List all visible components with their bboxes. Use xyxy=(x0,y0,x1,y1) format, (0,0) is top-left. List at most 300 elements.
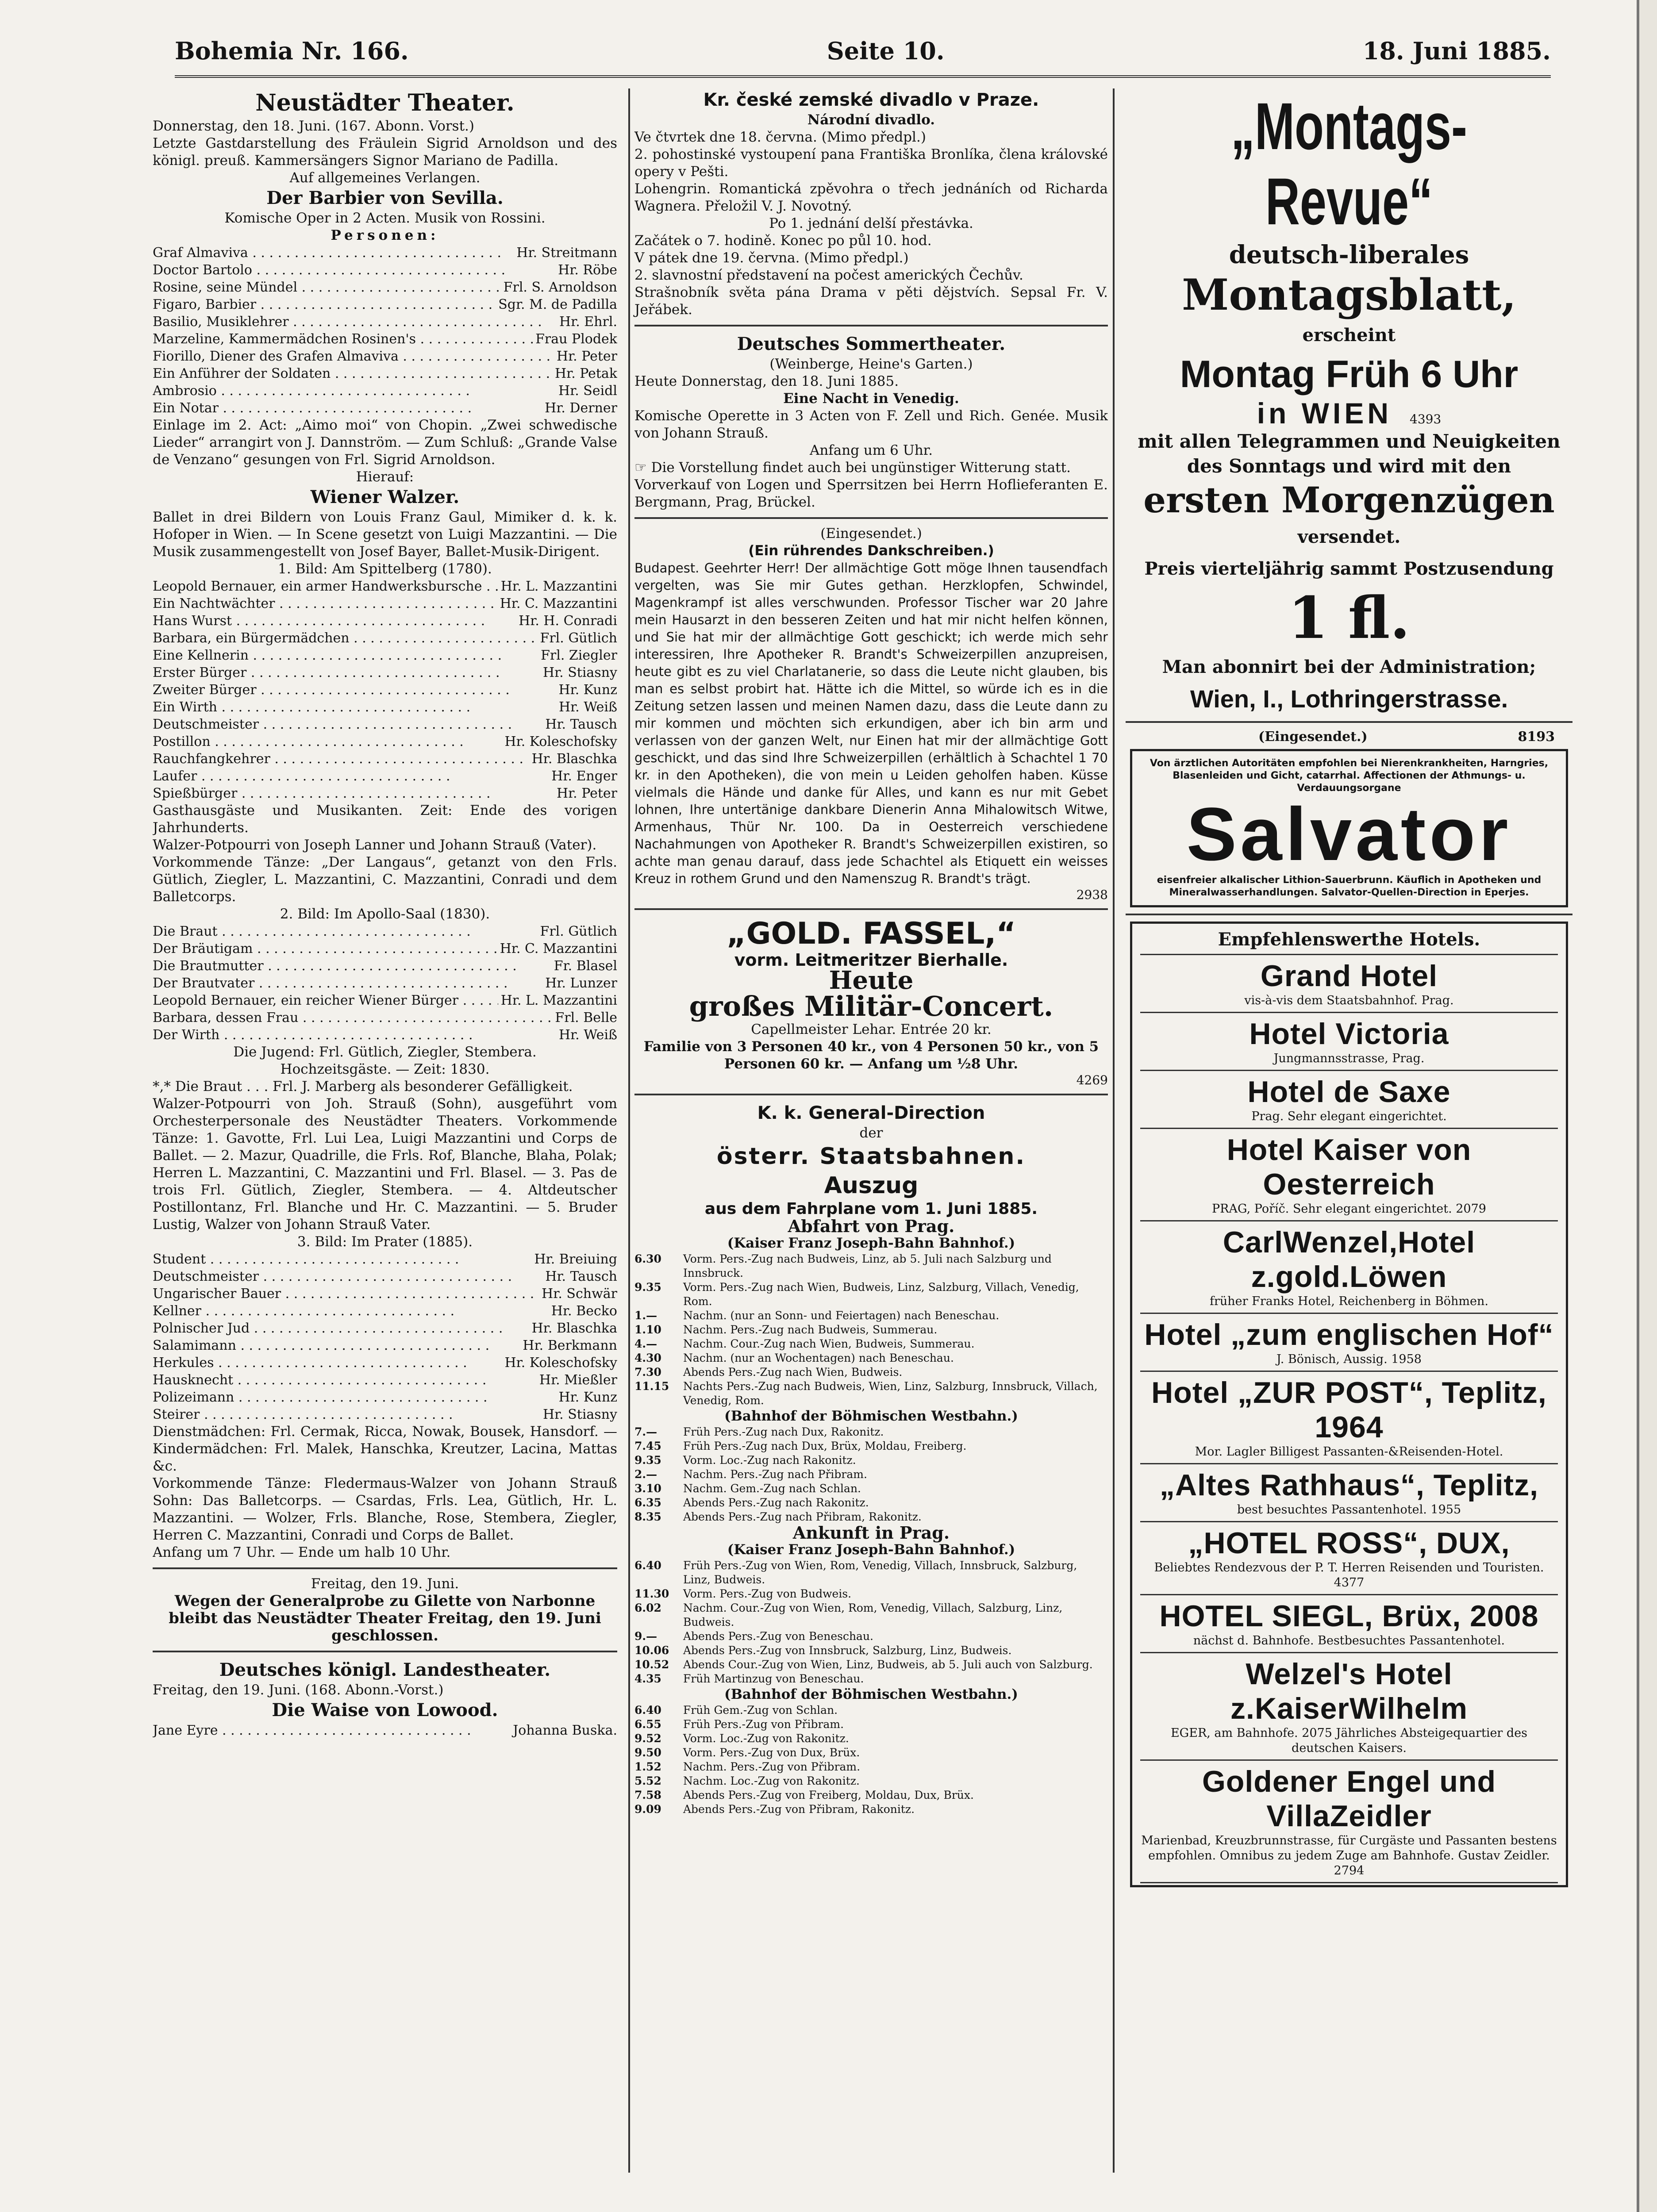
train-time: 8.35 xyxy=(634,1510,661,1523)
rail-head1: K. k. General-Direction xyxy=(757,1103,985,1123)
intro-line: Letzte Gastdarstellung des Fräulein Sigrid Arnoldson und des königl. preuß. Kammersängers Signor Mariano de Padilla. xyxy=(153,135,617,169)
fassel-title: „GOLD. FASSEL,“ xyxy=(726,916,1016,951)
timetable-row xyxy=(634,1467,1108,1482)
cast-role: Marzeline, Kammermädchen Rosinen's . . . xyxy=(153,330,533,348)
mr-price: 1 fl. xyxy=(1288,584,1410,652)
mr-line: des Sonntags und wird mit den xyxy=(1187,455,1511,477)
cast-row xyxy=(153,399,617,417)
salv-bottom: eisenfreier alkalischer Lithion-Sauerbrunn. Käuflich in Apotheken und Mineralwasserhandlungen. Salvator-Quellen-Direction in Eperjes. xyxy=(1157,875,1542,898)
opera-sub: Komische Oper in 2 Acten. Musik von Rossini. xyxy=(224,210,546,226)
cast-row xyxy=(153,733,617,750)
train-time: 1.10 xyxy=(634,1323,661,1336)
hotel-sub: Jungmannsstrasse, Prag. xyxy=(1273,1052,1425,1065)
cast-row xyxy=(153,382,617,399)
divider xyxy=(153,1651,617,1652)
sommer-line: Heute Donnerstag, den 18. Juni 1885. xyxy=(634,373,899,389)
cast-actor: Hr. C. Mazzantini xyxy=(500,596,617,611)
train-time: 3.10 xyxy=(634,1482,661,1495)
train-desc: Abends Pers.-Zug nach Wien, Budweis. xyxy=(683,1366,903,1379)
train-desc: Früh Pers.-Zug von Přibram. xyxy=(683,1718,844,1731)
bild3-note: Dienstmädchen: Frl. Cermak, Ricca, Nowak, Bousek, Hansdorf. — Kindermädchen: Frl. Malek, Hanschka, Kreutzer, Lacina, Mattas &c. xyxy=(153,1424,617,1474)
cast-role: Polizeimann . . . xyxy=(153,1389,556,1406)
einlage: Einlage im 2. Act: „Aimo moi“ von Chopin. „Zwei schwedische Lieder“ arrangirt von J. Dannström. — Zum Schluß: „Grande Valse de Venzano“ gesungen von Frl. Sigrid Arnoldson. xyxy=(153,417,617,468)
cast-actor: Hr. L. Mazzantini xyxy=(500,579,617,594)
timetable-row xyxy=(634,1365,1108,1379)
hotel-sub: J. Bönisch, Aussig. 1958 xyxy=(1276,1352,1422,1366)
divider xyxy=(634,908,1108,910)
cast-actor: Hr. Becko xyxy=(551,1303,617,1319)
timetable-row xyxy=(634,1337,1108,1351)
cast-role: Spießbürger . . . xyxy=(153,785,554,802)
train-desc: Früh Pers.-Zug von Wien, Rom, Venedig, Villach, Innsbruck, Salzburg, Linz, Budweis. xyxy=(683,1559,1077,1586)
timetable-row xyxy=(634,1717,1108,1732)
fassel-concert: großes Militär-Concert. xyxy=(689,990,1053,1022)
train-time: 6.02 xyxy=(634,1601,661,1614)
cast-actor: Hr. C. Mazzantini xyxy=(500,941,617,956)
train-time: 9.35 xyxy=(634,1454,661,1467)
bild2-braut: *,* Die Braut . . . Frl. J. Marberg als besonderer Gefälligkeit. xyxy=(153,1079,573,1094)
hotel-listing xyxy=(1140,1129,1558,1221)
landes-play: Die Waise von Lowood. xyxy=(272,1700,498,1720)
cast-role: Laufer . . . xyxy=(153,768,549,785)
mr-line: deutsch-liberales xyxy=(1229,240,1469,269)
train-desc: Nachm. Pers.-Zug nach Budweis, Summerau. xyxy=(683,1323,938,1336)
timetable-departures-fjb xyxy=(634,1252,1108,1408)
mr-line: Montag Früh 6 Uhr xyxy=(1180,353,1519,396)
cast-actor: Frau Plodek xyxy=(535,331,617,347)
potpourri1: Walzer-Potpourri von Joseph Lanner und Johann Strauß (Vater). xyxy=(153,837,597,853)
train-desc: Abends Pers.-Zug von Přibram, Rakonitz. xyxy=(683,1803,915,1816)
cast-role: Leopold Bernauer, ein reicher Wiener Bürger . . . xyxy=(153,992,498,1009)
train-time: 7.45 xyxy=(634,1440,661,1452)
timetable-row xyxy=(634,1788,1108,1802)
salvator-ad xyxy=(1130,749,1568,907)
cast-actor: Hr. Peter xyxy=(556,349,617,364)
cast-role: Ungarischer Bauer . . . xyxy=(153,1285,539,1302)
cast-actor: Frl. S. Arnoldson xyxy=(503,280,617,295)
train-desc: Abends Pers.-Zug nach Přibram, Rakonitz. xyxy=(683,1510,922,1523)
bild2-jugend: Die Jugend: Frl. Gütlich, Ziegler, Stembera. xyxy=(233,1044,537,1060)
eing-text: Budapest. Geehrter Herr! Der allmächtige Gott möge Ihnen tausendfach vergelten, was Sie mir Gutes gethan. Herzklopfen, Schwindel, Magenkrampf ist alles verschwunden. Professor Tischer war 20 Jahre mein Hausarzt in den besseren Zeiten und hat mir nicht helfen können, und Sie hat mir der allmächtige Gott geschickt; ich werde mich sehr interessiren, Ihre Apotheker R. Brandt's Schweizerpillen anzupreisen, heute gibt es zu viel Charlatanerie, so dass die Leute nicht glauben, bis man es selbst probirt hat. Hätte ich die Mittel, so würde ich es in die Zeitung setzen lassen und meinen Namen dazu, dass die Leute dann zu mir kommen und möchten sich erkundigen, aber ich bin arm und verlassen von der ganzen Welt, nur Einen hat mir der allmächtige Gott geschickt, und das sind Ihre Schweizerpillen (erhältlich à Schachtel 1 70 kr. in den Apotheken), die von mein u Leiden geholfen haben. Küsse vielmals die Hände und danke für Alles, und kann es nur mit Gebet lohnen, Ihre untertänige dankbare Dienerin Anna Mihalowitsch Witwe, Armenhaus, Thür Nr. 100. Da in Oesterreich verschiedene Nachahmungen von Apotheker R. Brandt's Schweizerpillen existiren, so achte man genau darauf, dass jede Schachtel als Etiquett ein weisses Kreuz in rothem Grund und den Namenszug R. Brandt's trägt. xyxy=(634,561,1108,886)
sommer-line: Eine Nacht in Venedig. xyxy=(783,391,959,407)
cast-role: Fiorillo, Diener des Grafen Almaviva . . . xyxy=(153,348,554,365)
cast-role: Ein Notar . . . xyxy=(153,399,542,417)
page-header xyxy=(175,27,1551,78)
rail-auszug: Auszug xyxy=(824,1172,919,1199)
divider xyxy=(153,1567,617,1569)
cast-actor: Hr. Koleschofsky xyxy=(504,1355,617,1371)
cast-actor: Hr. Berkmann xyxy=(523,1338,617,1353)
train-time: 9.52 xyxy=(634,1732,661,1745)
czech-line: Strašnobník světa pána Drama v pěti dějstvích. Sepsal Fr. V. Jeřábek. xyxy=(634,284,1108,318)
hotel-listing xyxy=(1140,1522,1558,1595)
hotel-name: „Altes Rathhaus“, Teplitz, xyxy=(1160,1468,1538,1502)
cast-actor: Hr. Peter xyxy=(556,786,617,801)
train-time: 6.30 xyxy=(634,1252,661,1265)
cast-row xyxy=(153,1302,617,1320)
cast-row xyxy=(153,785,617,802)
mr-num: 4393 xyxy=(1410,412,1442,426)
cast-actor: Frl. Belle xyxy=(555,1010,617,1025)
train-time: 2.— xyxy=(634,1468,657,1481)
train-time: 6.55 xyxy=(634,1718,661,1731)
timetable-row xyxy=(634,1644,1108,1658)
cast-row xyxy=(153,1026,617,1044)
cast-row xyxy=(153,261,617,279)
cast-role: Barbara, ein Bürgermädchen . . . xyxy=(153,630,538,647)
train-desc: Vorm. Pers.-Zug nach Wien, Budweis, Linz, Salzburg, Villach, Venedig, Rom. xyxy=(683,1281,1079,1308)
divider xyxy=(1126,914,1572,915)
mr-line: Preis vierteljährig sammt Postzusendung xyxy=(1144,558,1554,579)
cast-role: Figaro, Barbier . . . xyxy=(153,296,496,313)
salv-heading: (Eingesendet.) xyxy=(1258,729,1368,745)
cast-row xyxy=(153,365,617,382)
cast-list-bild3 xyxy=(153,1251,617,1423)
freitag-line: Freitag, den 19. Juni. xyxy=(311,1576,459,1592)
column-middle xyxy=(628,88,1108,2173)
train-time: 7.30 xyxy=(634,1366,661,1379)
train-desc: Früh Pers.-Zug nach Dux, Rakonitz. xyxy=(683,1425,884,1438)
cast-row xyxy=(153,716,617,733)
cast-role: Deutschmeister . . . xyxy=(153,716,542,733)
cast-list-bild2 xyxy=(153,923,617,1044)
timetable-row xyxy=(634,1379,1108,1408)
timetable-row xyxy=(634,1601,1108,1629)
rail-station: (Kaiser Franz Joseph-Bahn Bahnhof.) xyxy=(727,1235,1015,1251)
hotel-listing xyxy=(1140,1372,1558,1464)
mr-line: Montagsblatt, xyxy=(1182,270,1516,320)
cast-row xyxy=(153,1722,617,1739)
landes-title: Deutsches königl. Landestheater. xyxy=(219,1659,551,1680)
cast-role: Polnischer Jud . . . xyxy=(153,1320,529,1337)
mr-line: erscheint xyxy=(1302,325,1396,346)
montags-revue-ad xyxy=(1126,88,1572,715)
cast-row xyxy=(153,578,617,595)
opera-title: Der Barbier von Sevilla. xyxy=(266,188,504,208)
timetable-row xyxy=(634,1703,1108,1717)
cast-row xyxy=(153,923,617,940)
cast-row xyxy=(153,348,617,365)
czech-line: 2. slavnostní představení na počest amerických Čechův. xyxy=(634,267,1023,283)
sommer-line: Vorverkauf von Logen und Sperrsitzen bei Herrn Hoflieferanten E. Bergmann, Prag, Brückel. xyxy=(634,477,1108,510)
hotel-name: „HOTEL ROSS“, DUX, xyxy=(1188,1526,1510,1560)
bild1: 1. Bild: Am Spittelberg (1780). xyxy=(278,561,492,577)
fassel-num: 4269 xyxy=(1076,1073,1108,1087)
hotel-name: Hotel „zum englischen Hof“ xyxy=(1144,1318,1554,1352)
theater-title: Neustädter Theater. xyxy=(255,89,515,116)
train-time: 11.30 xyxy=(634,1587,669,1600)
cast-role: Postillon . . . xyxy=(153,733,502,750)
hotels-heading: Empfehlenswerthe Hotels. xyxy=(1140,926,1558,955)
train-desc: Abends Pers.-Zug von Innsbruck, Salzburg, Linz, Budweis. xyxy=(683,1644,1012,1657)
cast-actor: Sgr. M. de Padilla xyxy=(498,297,617,312)
cast-actor: Hr. Lunzer xyxy=(545,975,617,991)
train-time: 4.30 xyxy=(634,1352,661,1364)
train-desc: Vorm. Pers.-Zug von Budweis. xyxy=(683,1587,852,1600)
cast-row xyxy=(153,1354,617,1371)
hotels-ad xyxy=(1130,922,1568,1887)
cast-role: Herkules . . . xyxy=(153,1354,502,1371)
rail-der: der xyxy=(859,1125,883,1141)
intro-line: Donnerstag, den 18. Juni. (167. Abonn. Vorst.) xyxy=(153,118,475,134)
salv-num: 8193 xyxy=(1518,729,1555,745)
divider xyxy=(1126,721,1572,723)
mr-line: mit allen Telegrammen und Neuigkeiten xyxy=(1138,430,1561,452)
train-time: 7.58 xyxy=(634,1789,661,1801)
cast-row xyxy=(153,244,617,261)
hotels-list xyxy=(1140,955,1558,1883)
bild2-gaeste: Hochzeitsgäste. — Zeit: 1830. xyxy=(280,1061,490,1077)
train-time: 9.09 xyxy=(634,1803,661,1816)
hotel-sub: EGER, am Bahnhofe. 2075 Jährliches Absteigequartier des deutschen Kaisers. xyxy=(1170,1726,1528,1755)
train-desc: Früh Gem.-Zug von Schlan. xyxy=(683,1704,838,1717)
personen-heading: Personen: xyxy=(331,227,439,243)
cast-actor: Hr. Weiß xyxy=(558,699,617,715)
cast-role: Die Braut . . . xyxy=(153,923,538,940)
hotel-listing xyxy=(1140,955,1558,1013)
cast-role: Salamimann . . . xyxy=(153,1337,520,1354)
cast-actor: Frl. Ziegler xyxy=(541,648,617,663)
cast-row xyxy=(153,279,617,296)
hotel-sub: früher Franks Hotel, Reichenberg in Böhmen. xyxy=(1209,1294,1488,1308)
train-desc: Nachm. Pers.-Zug von Přibram. xyxy=(683,1760,861,1773)
train-time: 6.35 xyxy=(634,1496,661,1509)
mr-line: ersten Morgenzügen xyxy=(1143,479,1555,521)
cast-role: Jane Eyre . . . xyxy=(153,1722,510,1739)
taenze1: Vorkommende Tänze: „Der Langaus“, getanzt von den Frls. Gütlich, Ziegler, L. Mazzantini, C. Mazzantini, Conradi und dem Balletcorps. xyxy=(153,854,617,905)
header-center: Seite 10. xyxy=(827,37,945,65)
czech-line: Ve čtvrtek dne 18. června. (Mimo předpl.) xyxy=(634,129,926,145)
hierauf: Hierauf: xyxy=(356,469,414,485)
hotel-sub: PRAG, Poříč. Sehr elegant eingerichtet. 2079 xyxy=(1212,1202,1486,1216)
cast-role: Barbara, dessen Frau . . . xyxy=(153,1009,552,1026)
cast-actor: Hr. Kunz xyxy=(558,682,617,698)
divider xyxy=(634,325,1108,326)
divider xyxy=(634,517,1108,519)
cast-role: Leopold Bernauer, ein armer Handwerksbursche . . . xyxy=(153,578,498,595)
train-time: 4.35 xyxy=(634,1672,661,1685)
cast-row xyxy=(153,1251,617,1268)
timetable-row xyxy=(634,1658,1108,1672)
cast-actor: Hr. Koleschofsky xyxy=(504,734,617,749)
sommer-line: ☞ Die Vorstellung findet auch bei ungünstiger Witterung statt. xyxy=(634,460,1071,476)
cast-actor: Hr. Streitmann xyxy=(516,245,617,261)
train-time: 4.— xyxy=(634,1337,657,1350)
timetable-departures-west xyxy=(634,1425,1108,1524)
train-desc: Früh Martinzug von Beneschau. xyxy=(683,1672,864,1685)
sommer-title: Deutsches Sommertheater. xyxy=(737,334,1006,354)
timetable-row xyxy=(634,1496,1108,1510)
timetable-row xyxy=(634,1482,1108,1496)
potpourri2: Walzer-Potpourri von Joh. Strauß (Sohn), ausgeführt vom Orchesterpersonale des Neustädter Theaters. Vorkommende Tänze: 1. Gavotte, Frl. Lui Lea, Luigi Mazzantini und Corps de Ballet. — 2. Mazur, Quadrille, die Frls. Rof, Blanche, Blaha, Polak; Herren L. Mazzantini, C. Mazzantini und Frl. Blasel. — 3. Pas de trois Frl. Gütlich, Ziegler, Stembera. — 4. Altdeutscher Postillontanz, Frl. Blanche und Hr. C. Mazzantini. — 5. Bruder Lustig, Walzer von Johann Strauß Vater. xyxy=(153,1096,617,1233)
mr-line: in WIEN xyxy=(1257,397,1392,430)
hotel-name: Grand Hotel xyxy=(1260,959,1438,993)
timetable-row xyxy=(634,1425,1108,1439)
mr-line: Man abonnirt bei der Administration; xyxy=(1162,657,1536,677)
hotel-listing xyxy=(1140,1653,1558,1761)
czech-line: Po 1. jednání delší přestávka. xyxy=(769,215,973,231)
divider xyxy=(634,1094,1108,1095)
hotel-listing xyxy=(1140,1761,1558,1883)
cast-row xyxy=(153,1371,617,1389)
cast-row xyxy=(153,1337,617,1354)
train-time: 7.— xyxy=(634,1425,657,1438)
hotel-sub: nächst d. Bahnhofe. Bestbesuchtes Passantenhotel. xyxy=(1193,1634,1505,1647)
fassel-heute: Heute xyxy=(829,966,914,995)
cast-row xyxy=(153,750,617,768)
cast-row xyxy=(153,664,617,681)
anfang: Anfang um 7 Uhr. — Ende um halb 10 Uhr. xyxy=(153,1544,451,1560)
eing-num: 2938 xyxy=(1076,887,1108,902)
hotel-sub: Mor. Lagler Billigest Passanten-&Reisenden-Hotel. xyxy=(1195,1445,1503,1459)
hotel-name: Hotel „ZUR POST“, Teplitz, 1964 xyxy=(1151,1376,1547,1444)
cast-actor: Hr. Ehrl. xyxy=(559,314,617,330)
rail-station: (Bahnhof der Böhmischen Westbahn.) xyxy=(724,1408,1018,1424)
cast-role: Basilio, Musiklehrer . . . xyxy=(153,313,557,330)
cast-row xyxy=(153,1285,617,1302)
sommer-line: Anfang um 6 Uhr. xyxy=(809,442,933,458)
timetable-row xyxy=(634,1439,1108,1453)
cast-row xyxy=(153,330,617,348)
czech-line: Lohengrin. Romantická zpěvohra o třech jednáních od Richarda Wagnera. Přeložil V. J. Novotný. xyxy=(634,181,1108,214)
train-desc: Früh Pers.-Zug nach Dux, Brüx, Moldau, Freiberg. xyxy=(683,1440,967,1452)
header-right: 18. Juni 1885. xyxy=(1362,37,1551,65)
cast-actor: Hr. Seidl xyxy=(558,383,617,399)
cast-role: Doctor Bartolo . . . xyxy=(153,261,555,279)
cast-row xyxy=(153,595,617,612)
hotel-name: HOTEL SIEGL, Brüx, 2008 xyxy=(1159,1599,1539,1633)
cast-actor: Hr. Röbe xyxy=(558,262,617,278)
hotel-sub: Beliebtes Rendezvous der P. T. Herren Reisenden und Touristen. 4377 xyxy=(1154,1561,1544,1590)
timetable-row xyxy=(634,1802,1108,1816)
cast-row xyxy=(153,647,617,664)
cast-actor: Hr. Stiasny xyxy=(542,1407,617,1422)
cast-row xyxy=(153,1268,617,1285)
train-desc: Vorm. Loc.-Zug von Rakonitz. xyxy=(683,1732,849,1745)
hotel-sub: Marienbad, Kreuzbrunnstrasse, für Curgäste und Passanten bestens empfohlen. Omnibus zu jedem Zuge am Bahnhofe. Gustav Zeidler. 2794 xyxy=(1141,1834,1557,1878)
hotel-sub: vis-à-vis dem Staatsbahnhof. Prag. xyxy=(1244,994,1454,1007)
train-desc: Nachm. (nur an Wochentagen) nach Beneschau. xyxy=(683,1352,954,1364)
cast-list-bild1 xyxy=(153,578,617,802)
cast-actor: Hr. Mießler xyxy=(539,1372,617,1388)
mr-line: Wien, I., Lothringerstrasse. xyxy=(1190,685,1508,713)
cast-row xyxy=(153,1009,617,1026)
cast-role: Rosine, seine Mündel . . . xyxy=(153,279,501,296)
czech-title: Kr. české zemské divadlo v Praze. xyxy=(703,90,1039,110)
cast-role: Ambrosio . . . xyxy=(153,382,556,399)
train-desc: Abends Pers.-Zug von Freiberg, Moldau, Dux, Brüx. xyxy=(683,1789,974,1801)
cast-role: Hans Wurst . . . xyxy=(153,612,516,630)
train-desc: Nachm. Loc.-Zug von Rakonitz. xyxy=(683,1774,860,1787)
cast-row xyxy=(153,630,617,647)
cast-role: Ein Wirth . . . xyxy=(153,699,556,716)
bild1-note: Gasthausgäste und Musikanten. Zeit: Ende des vorigen Jahrhunderts. xyxy=(153,803,617,836)
czech-sub: Národní divadlo. xyxy=(807,112,935,128)
cast-role: Graf Almaviva . . . xyxy=(153,244,514,261)
sommer-sub: (Weinberge, Heine's Garten.) xyxy=(769,356,973,372)
timetable-row xyxy=(634,1587,1108,1601)
train-time: 1.52 xyxy=(634,1760,661,1773)
timetable-row xyxy=(634,1760,1108,1774)
train-desc: Nachm. (nur an Sonn- und Feiertagen) nach Beneschau. xyxy=(683,1309,1000,1322)
closure-notice: Wegen der Generalprobe zu Gilette von Narbonne bleibt das Neustädter Theater Freitag, den 19. Juni geschlossen. xyxy=(169,1592,601,1644)
cast-role: Rauchfangkehrer . . . xyxy=(153,750,529,768)
czech-line: V pátek dne 19. června. (Mimo předpl.) xyxy=(634,250,909,266)
timetable-arrivals-west xyxy=(634,1703,1108,1816)
cast-role: Erster Bürger . . . xyxy=(153,664,540,681)
cast-actor: Frl. Gütlich xyxy=(540,630,617,646)
cast-actor: Hr. H. Conradi xyxy=(519,613,617,629)
intro-line: Auf allgemeines Verlangen. xyxy=(289,170,481,186)
hotel-listing xyxy=(1140,1314,1558,1372)
timetable-row xyxy=(634,1672,1108,1686)
train-time: 5.52 xyxy=(634,1774,661,1787)
rail-head2: österr. Staatsbahnen. xyxy=(716,1143,1026,1170)
salv-top: Von ärztlichen Autoritäten empfohlen bei Nierenkrankheiten, Harngries, Blasenleiden und Gicht, catarrhal. Affectionen der Athmungs- u. Verdauungsorgane xyxy=(1150,758,1549,794)
train-desc: Abends Pers.-Zug nach Rakonitz. xyxy=(683,1496,869,1509)
sommer-line: Komische Operette in 3 Acten von F. Zell und Rich. Genée. Musik von Johann Strauß. xyxy=(634,408,1108,441)
timetable-row xyxy=(634,1732,1108,1746)
hotel-listing xyxy=(1140,1221,1558,1314)
train-desc: Nachm. Pers.-Zug nach Přibram. xyxy=(683,1468,867,1481)
cast-actor: Fr. Blasel xyxy=(554,958,617,974)
fassel-sub: vorm. Leitmeritzer Bierhalle. xyxy=(734,950,1008,970)
timetable-row xyxy=(634,1309,1108,1323)
bild2: 2. Bild: Im Apollo-Saal (1830). xyxy=(280,906,490,922)
timetable-row xyxy=(634,1252,1108,1280)
eing-title: (Ein rührendes Dankschreiben.) xyxy=(748,543,994,559)
fassel-line: Capellmeister Lehar. Entrée 20 kr. xyxy=(751,1022,992,1037)
ballet-sub: Ballet in drei Bildern von Louis Franz Gaul, Mimiker d. k. k. Hofoper in Wien. — In Scene gesetzt von Luigi Mazzantini. — Die Musik zusammengestellt von Josef Bayer, Ballet-Musik-Dirigent. xyxy=(153,509,617,560)
cast-actor: Hr. Stiasny xyxy=(542,665,617,680)
cast-role: Hausknecht . . . xyxy=(153,1371,537,1389)
mr-line: versendet. xyxy=(1297,526,1401,547)
czech-line: 2. pohostinské vystoupení pana Františka Bronlíka, člena královské opery v Pešti. xyxy=(634,146,1108,180)
cast-actor: Hr. Tausch xyxy=(545,717,617,732)
train-time: 9.35 xyxy=(634,1281,661,1294)
timetable-row xyxy=(634,1323,1108,1337)
salv-name: Salvator xyxy=(1186,792,1512,876)
cast-role: Der Wirth . . . xyxy=(153,1026,556,1044)
cast-row xyxy=(153,612,617,630)
bild3: 3. Bild: Im Prater (1885). xyxy=(297,1234,473,1250)
cast-role: Kellner . . . xyxy=(153,1302,549,1320)
cast-row xyxy=(153,992,617,1009)
train-desc: Vorm. Loc.-Zug nach Rakonitz. xyxy=(683,1454,856,1467)
cast-actor: Hr. Schwär xyxy=(542,1286,617,1302)
cast-role: Zweiter Bürger . . . xyxy=(153,681,556,699)
fassel-line: Familie von 3 Personen 40 kr., von 4 Personen 50 kr., von 5 Personen 60 kr. — Anfang um ½8 Uhr. xyxy=(643,1039,1099,1072)
train-time: 6.40 xyxy=(634,1704,661,1717)
column-theater xyxy=(153,88,617,2173)
train-desc: Abends Pers.-Zug von Beneschau. xyxy=(683,1630,873,1643)
hotel-sub: Prag. Sehr elegant eingerichtet. xyxy=(1251,1110,1447,1123)
timetable-row xyxy=(634,1510,1108,1524)
hotel-listing xyxy=(1140,1464,1558,1522)
cast-actor: Hr. Derner xyxy=(545,400,617,416)
header-left: Bohemia Nr. 166. xyxy=(175,37,409,65)
cast-actor: Hr. Breiuing xyxy=(534,1252,617,1267)
rail-sub: aus dem Fahrplane vom 1. Juni 1885. xyxy=(704,1200,1038,1218)
hotel-listing xyxy=(1140,1013,1558,1071)
train-time: 1.— xyxy=(634,1309,657,1322)
cast-actor: Hr. Petak xyxy=(555,366,617,381)
train-desc: Nachts Pers.-Zug nach Budweis, Wien, Linz, Salzburg, Innsbruck, Villach, Venedig, Rom. xyxy=(683,1380,1098,1407)
rail-station: (Kaiser Franz Joseph-Bahn Bahnhof.) xyxy=(727,1542,1015,1558)
hotel-name: Welzel's Hotel z.KaiserWilhelm xyxy=(1230,1657,1468,1725)
train-time: 11.15 xyxy=(634,1380,669,1393)
cast-row xyxy=(153,1389,617,1406)
